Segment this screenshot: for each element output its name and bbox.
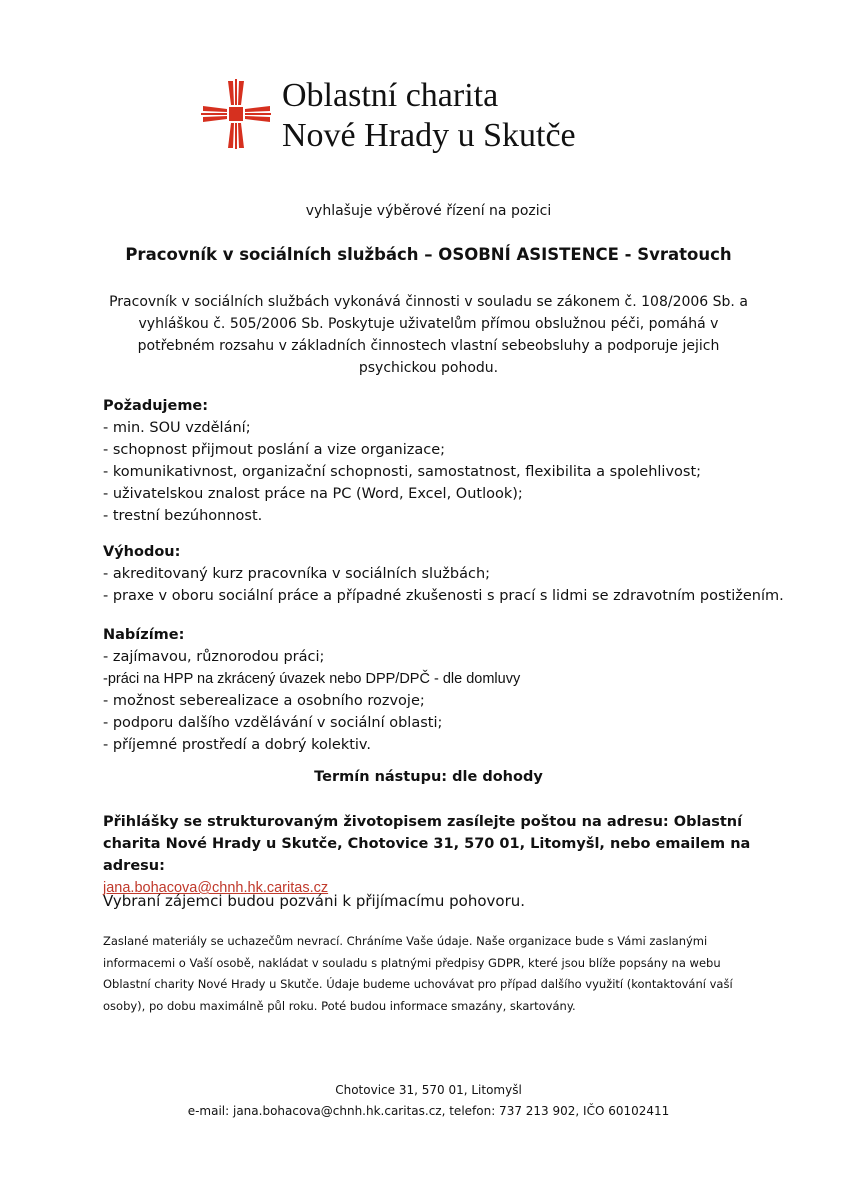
requirements-heading: Požadujeme: [103,398,209,414]
list-item: -práci na HPP na zkrácený úvazek nebo DPP/DPČ - dle domluvy [103,671,521,687]
gdpr-notice: Zaslané materiály se uchazečům nevrací. Chráníme Vaše údaje. Naše organizace bude s Vámi zaslanými informacemi o Vaší osobě, nakládat v souladu s platnými předpisy GDPR, které jsou blíže popsány na webu Oblastní charity Nové Hrady u Skutče. Údaje budeme uchovávat pro případ dalšího využití (kontaktování vaší osoby), po dobu maximálně půl roku. Poté budou informace smazány, skartovány. [103,934,733,1013]
list-item: - možnost seberealizace a osobního rozvoje; [103,693,425,709]
logo-line-1: Oblastní charita [282,77,499,114]
list-item: - podporu dalšího vzdělávání v sociální oblasti; [103,715,443,731]
footer-contact: e-mail: jana.bohacova@chnh.hk.caritas.cz, telefon: 737 213 902, IČO 60102411 [187,1104,670,1118]
intro-text: vyhlašuje výběrové řízení na pozici [305,203,552,219]
list-item: - min. SOU vzdělání; [103,420,251,436]
position-description: Pracovník v sociálních službách vykonává činnosti v souladu se zákonem č. 108/2006 Sb. a vyhláškou č. 505/2006 Sb. Poskytuje uživatelům přímou obslužnou péči, pomáhá v potřebném rozsahu v základních činnostech vlastní sebeobsluhy a podporuje jejich psychickou pohodu. [109,294,748,376]
list-item: - trestní bezúhonnost. [103,508,263,524]
list-item: - akreditovaný kurz pracovníka v sociálních službách; [103,566,491,582]
list-item: - praxe v oboru sociální práce a případné zkušenosti s prací s lidmi se zdravotním postižením. [103,588,784,604]
position-title: Pracovník v sociálních službách – OSOBNÍ ASISTENCE - Svratouch [125,245,732,264]
list-item: - zajímavou, různorodou práci; [103,649,325,665]
list-item: - příjemné prostředí a dobrý kolektiv. [103,737,371,753]
list-item: - schopnost přijmout poslání a vize organizace; [103,442,446,458]
invite-text: Vybraní zájemci budou pozváni k přijímacímu pohovoru. [103,892,526,910]
logo-text [282,76,576,156]
list-item: - komunikativnost, organizační schopnosti, samostatnost, flexibilita a spolehlivost; [103,464,702,480]
list-item: - uživatelskou znalost práce na PC (Word, Excel, Outlook); [103,486,523,502]
charity-logo [200,78,640,158]
caritas-cross-icon [200,78,272,150]
email-link[interactable]: jana.bohacova@chnh.hk.caritas.cz [103,880,329,896]
logo-line-2: Nové Hrady u Skutče [282,117,576,154]
start-date: Termín nástupu: dle dohody [314,769,543,785]
offer-section [103,624,803,756]
advantage-heading: Výhodou: [103,544,181,560]
advantage-section [103,541,803,607]
offer-heading: Nabízíme: [103,627,185,643]
footer [60,1080,797,1122]
footer-address: Chotovice 31, 570 01, Litomyšl [335,1083,522,1097]
application-text: Přihlášky se strukturovaným životopisem zasílejte poštou na adresu: Oblastní charita Nové Hrady u Skutče, Chotovice 31, 570 01, Litomyšl, nebo emailem na adresu: [103,814,751,874]
requirements-section [103,395,803,527]
application-info [103,811,763,899]
